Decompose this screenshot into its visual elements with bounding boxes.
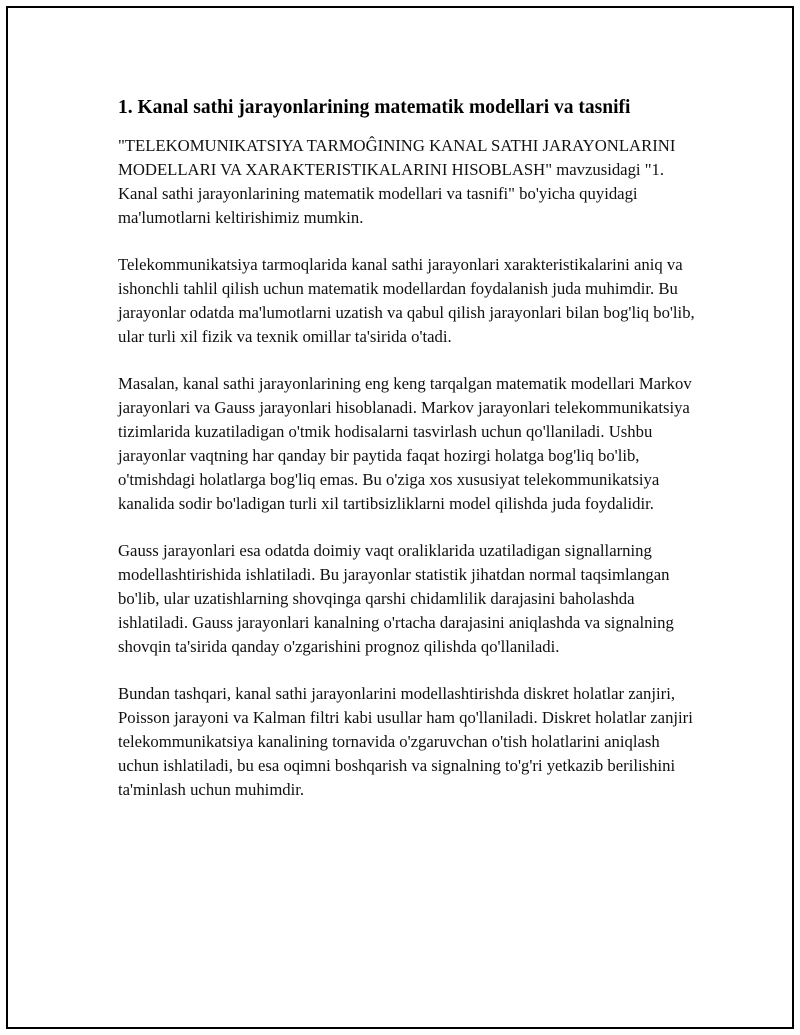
paragraph-gauss-processes: Gauss jarayonlari esa odatda doimiy vaqt oraliklarida uzatiladigan signallarning modellashtirishida ishlatiladi. Bu jarayonlar statistik jihatdan normal taqsimlangan bo'lib, ular uzatishlarning shovqinga qarshi chidamlilik darajasini baholashda ishlatiladi. Gauss jarayonlari kanalning o'rtacha darajasini aniqlashda va signalning shovqin ta'sirida qanday o'zgarishini prognoz qilishda qo'llaniladi. [118,541,674,656]
paragraph-other-methods: Bundan tashqari, kanal sathi jarayonlarini modellashtirishda diskret holatlar zanjiri, Poisson jarayoni va Kalman filtri kabi usullar ham qo'llaniladi. Diskret holatlar zanjiri telekommunikatsiya kanalining tornavida o'zgaruvchan o'tish holatlarini aniqlash uchun ishlatiladi, bu esa oqimni boshqarish va signalning to'g'ri yetkazib berilishini ta'minlash uchun muhimdir. [118,684,693,799]
paragraph-markov-gauss: Masalan, kanal sathi jarayonlarining eng keng tarqalgan matematik modellari Markov jarayonlari va Gauss jarayonlari hisoblanadi. Markov jarayonlari telekommunikatsiya tizimlarida kuzatiladigan o'tmik hodisalarni tasvirlash uchun qo'llaniladi. Ushbu jarayonlar vaqtning har qanday bir paytida faqat hozirgi holatga bog'liq bo'lib, o'tmishdagi holatlarga bog'liq emas. Bu o'ziga xos xususiyat telekommunikatsiya kanalida sodir bo'ladigan turli xil tartibsizliklarni model qilishda juda foydalidir. [118,374,692,513]
paragraph-intro: "TELEKOMUNIKATSIYA TARMOĜINING KANAL SATHI JARAYONLARINI MODELLARI VA XARAKTERISTIKALARINI HISOBLASH" mavzusidagi "1. Kanal sathi jarayonlarining matematik modellari va tasnifi" bo'yicha quyidagi ma'lumotlarni keltirishimiz mumkin. [118,136,676,227]
document-title: 1. Kanal sathi jarayonlarining matematik modellari va tasnifi [118,97,631,118]
paragraph-models-importance: Telekommunikatsiya tarmoqlarida kanal sathi jarayonlari xarakteristikalarini aniq va ishonchli tahlil qilish uchun matematik modellardan foydalanish juda muhimdir. Bu jarayonlar odatda ma'lumotlarni uzatish va qabul qilish jarayonlari bilan bog'liq bo'lib, ular turli xil fizik va texnik omillar ta'sirida o'tadi. [118,255,695,346]
document-body [118,96,698,825]
